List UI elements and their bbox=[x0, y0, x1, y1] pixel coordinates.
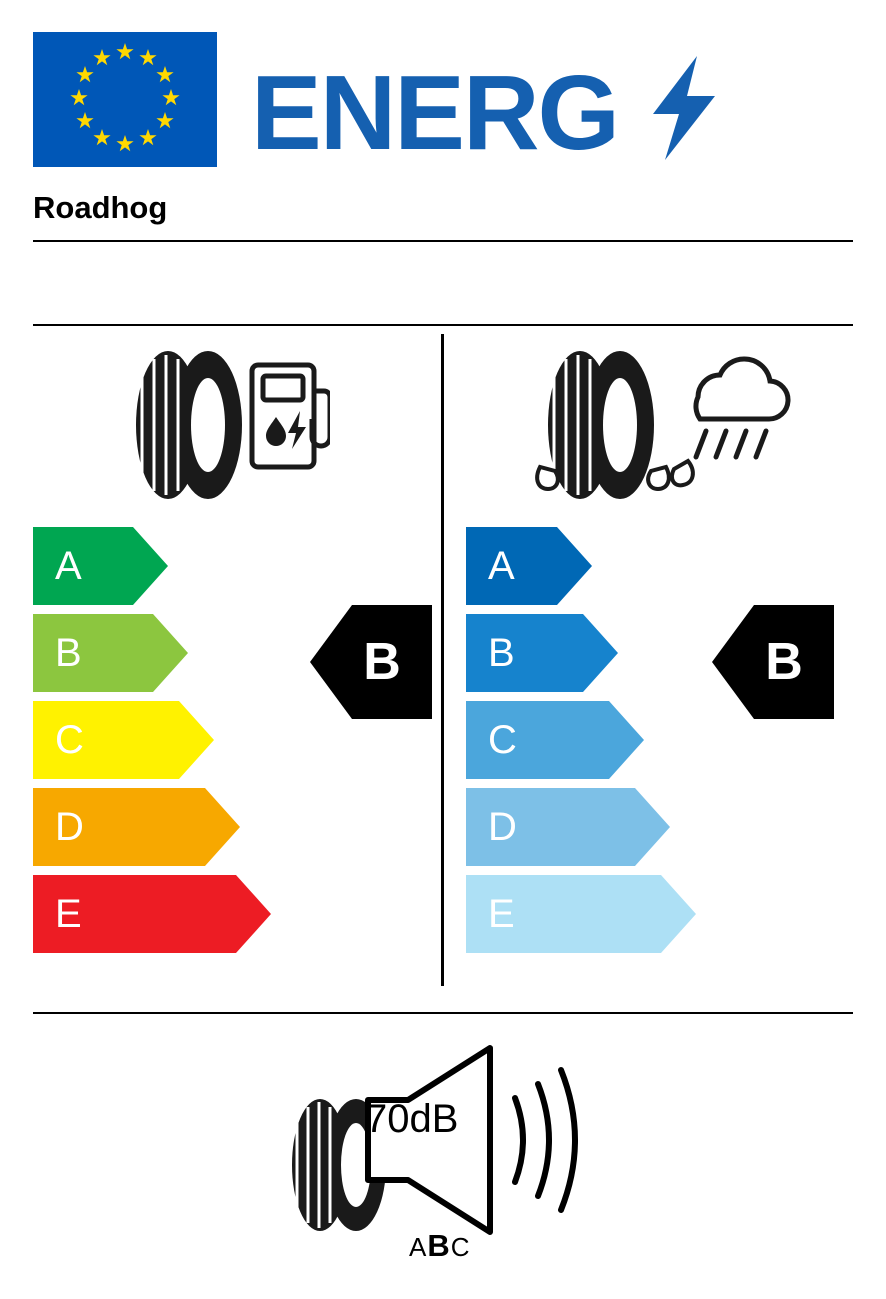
lightning-bolt-icon bbox=[649, 56, 719, 160]
rain-cloud-tyre-icon bbox=[520, 345, 800, 520]
fuel-result-arrow bbox=[310, 605, 432, 719]
section-vertical-divider bbox=[441, 334, 444, 986]
brand-name: Roadhog bbox=[33, 190, 168, 225]
fuel-result-grade: B bbox=[363, 633, 401, 691]
eu-energy-header bbox=[33, 32, 853, 172]
noise-class-b-selected: B bbox=[427, 1228, 451, 1263]
fuel-grade-a-label: A bbox=[55, 544, 82, 588]
noise-value: 70dB bbox=[365, 1097, 459, 1141]
speaker-tyre-icon bbox=[280, 1040, 610, 1255]
fuel-grade-a-arrow bbox=[33, 527, 168, 605]
brand-divider bbox=[33, 240, 853, 242]
grip-grade-a-label: A bbox=[488, 544, 515, 588]
noise-class-c: C bbox=[450, 1232, 471, 1262]
main-bottom-divider bbox=[33, 1012, 853, 1014]
grip-grade-c-label: C bbox=[488, 718, 517, 762]
noise-class-scale bbox=[409, 1228, 471, 1264]
eu-stars bbox=[33, 32, 217, 167]
grip-grade-b-label: B bbox=[488, 631, 515, 675]
grip-grade-a-arrow bbox=[466, 527, 592, 605]
grip-grade-e-label: E bbox=[488, 892, 515, 936]
grip-result-arrow bbox=[712, 605, 834, 719]
eu-flag-icon bbox=[33, 32, 217, 167]
fuel-grade-e-label: E bbox=[55, 892, 82, 936]
grip-grade-d-label: D bbox=[488, 805, 517, 849]
energy-wordmark: ENERG bbox=[251, 54, 618, 172]
grip-result-grade: B bbox=[765, 633, 803, 691]
fuel-grade-b-label: B bbox=[55, 631, 82, 675]
main-top-divider bbox=[33, 324, 853, 326]
fuel-grade-d-label: D bbox=[55, 805, 84, 849]
fuel-pump-tyre-icon bbox=[120, 345, 330, 505]
noise-class-a: A bbox=[409, 1232, 428, 1262]
fuel-grade-c-label: C bbox=[55, 718, 84, 762]
